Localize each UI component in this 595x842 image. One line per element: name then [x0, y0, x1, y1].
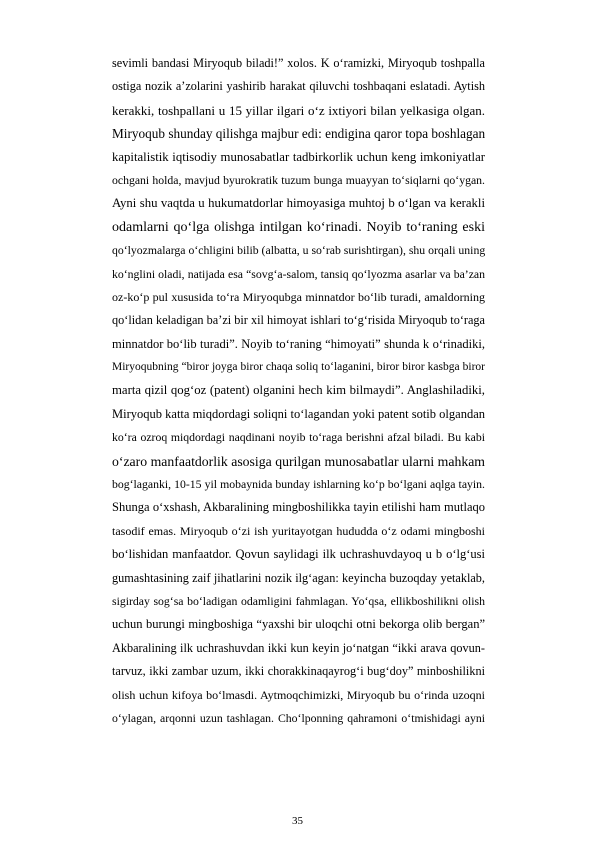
text-line: Shunga o‘xshash, Akbaralining mingboshilikka tayin etilishi ham mutlaqo	[112, 500, 485, 515]
text-line: uchun burungi mingboshiga “yaxshi bir uloqchi otni bekorga olib bergan”	[112, 617, 485, 632]
text-line: qo‘lyozmalarga o‘chligini bilib (albatta, u so‘rab surishtirgan), shu orqali uning	[112, 244, 486, 258]
text-line: Akbaralining ilk uchrashuvdan ikki kun keyin jo‘natgan “ikki arava qovun-	[112, 640, 485, 655]
text-line: Ayni shu vaqtda u hukumatdorlar himoyasiga muhtoj b o‘lgan va kerakli	[112, 196, 485, 211]
text-line: kapitalistik iqtisodiy munosabatlar tadbirkorlik uchun keng imkoniyatlar	[112, 149, 485, 164]
body-text	[112, 52, 485, 730]
text-line: bo‘lishidan manfaatdor. Qovun saylidagi ilk uchrashuvdayoq u b o‘lg‘usi	[112, 547, 485, 562]
text-line: tarvuz, ikki zambar uzum, ikki chorakkinaqayrog‘i bug‘doy” minboshilikni	[112, 664, 485, 679]
text-line: sigirday sog‘sa bo‘ladigan odamligini fahmlagan. Yo‘qsa, ellikboshilikni olish	[112, 594, 485, 608]
text-line: oz-ko‘p pul xususida to‘ra Miryoqubga minnatdor bo‘lib turadi, amaldorning	[112, 289, 485, 304]
text-line: tasodif emas. Miryoqub o‘zi ish yuritayotgan hududda o‘z odami mingboshi	[112, 523, 485, 538]
text-line: ostiga nozik a’zolarini yashirib harakat qiluvchi toshbaqani eslatadi. Aytish	[112, 79, 485, 94]
text-line: gumashtasining zaif jihatlarini nozik ilg‘agan: keyincha buzoqday yetaklab,	[112, 570, 485, 585]
text-line: o‘zaro manfaatdorlik asosiga qurilgan munosabatlar ularni mahkam	[112, 453, 485, 469]
text-line: odamlarni qo‘lga olishga intilgan ko‘rinadi. Noyib to‘raning eski	[112, 219, 485, 235]
text-line: sevimli bandasi Miryoqub biladi!” xolos. K o‘ramizki, Miryoqub toshpalla	[112, 56, 485, 70]
text-line: ko‘ra ozroq miqdordagi naqdinani noyib to‘raga berishni afzal biladi. Bu kabi	[112, 431, 485, 445]
text-line: marta qizil qog‘oz (patent) olganini hech kim bilmaydi”. Anglashiladiki,	[112, 383, 485, 398]
text-line: olish uchun kifoya bo‘lmasdi. Aytmoqchimizki, Miryoqub bu o‘rinda uzoqni	[112, 687, 485, 702]
text-line: o‘ylagan, arqonni uzun tashlagan. Cho‘lponning qahramoni o‘tmishidagi ayni	[112, 711, 485, 725]
text-line: Miryoqub shunday qilishga majbur edi: endigina qaror topa boshlagan	[112, 126, 486, 142]
text-line: bog‘laganki, 10-15 yil mobaynida bunday ishlarning ko‘p bo‘lgani aqlga tayin.	[112, 478, 485, 492]
text-line: ko‘nglini oladi, natijada esa “sovg‘a-salom, tansiq qo‘lyozma asarlar va ba’zan	[112, 267, 485, 281]
page-number: 35	[292, 815, 303, 827]
text-line: Miryoqubning “biror joyga biror chaqa soliq to‘laganini, biror biror kasbga biror	[112, 361, 485, 374]
text-line: kerakki, toshpallani u 15 yillar ilgari o‘z ixtiyori bilan yelkasiga olgan.	[112, 102, 485, 118]
text-line: Miryoqub katta miqdordagi soliqni to‘lagandan yoki patent sotib olgandan	[112, 406, 485, 421]
text-line: minnatdor bo‘lib turadi”. Noyib to‘raning “himoyati” shunda k o‘rinadiki,	[112, 336, 485, 351]
text-line: ochgani holda, mavjud byurokratik tuzum bunga muayyan to‘siqlarni qo‘ygan.	[112, 173, 485, 187]
text-line: qo‘lidan keladigan ba’zi bir xil himoyat ishlari to‘g‘risida Miryoqub to‘raga	[112, 313, 485, 328]
